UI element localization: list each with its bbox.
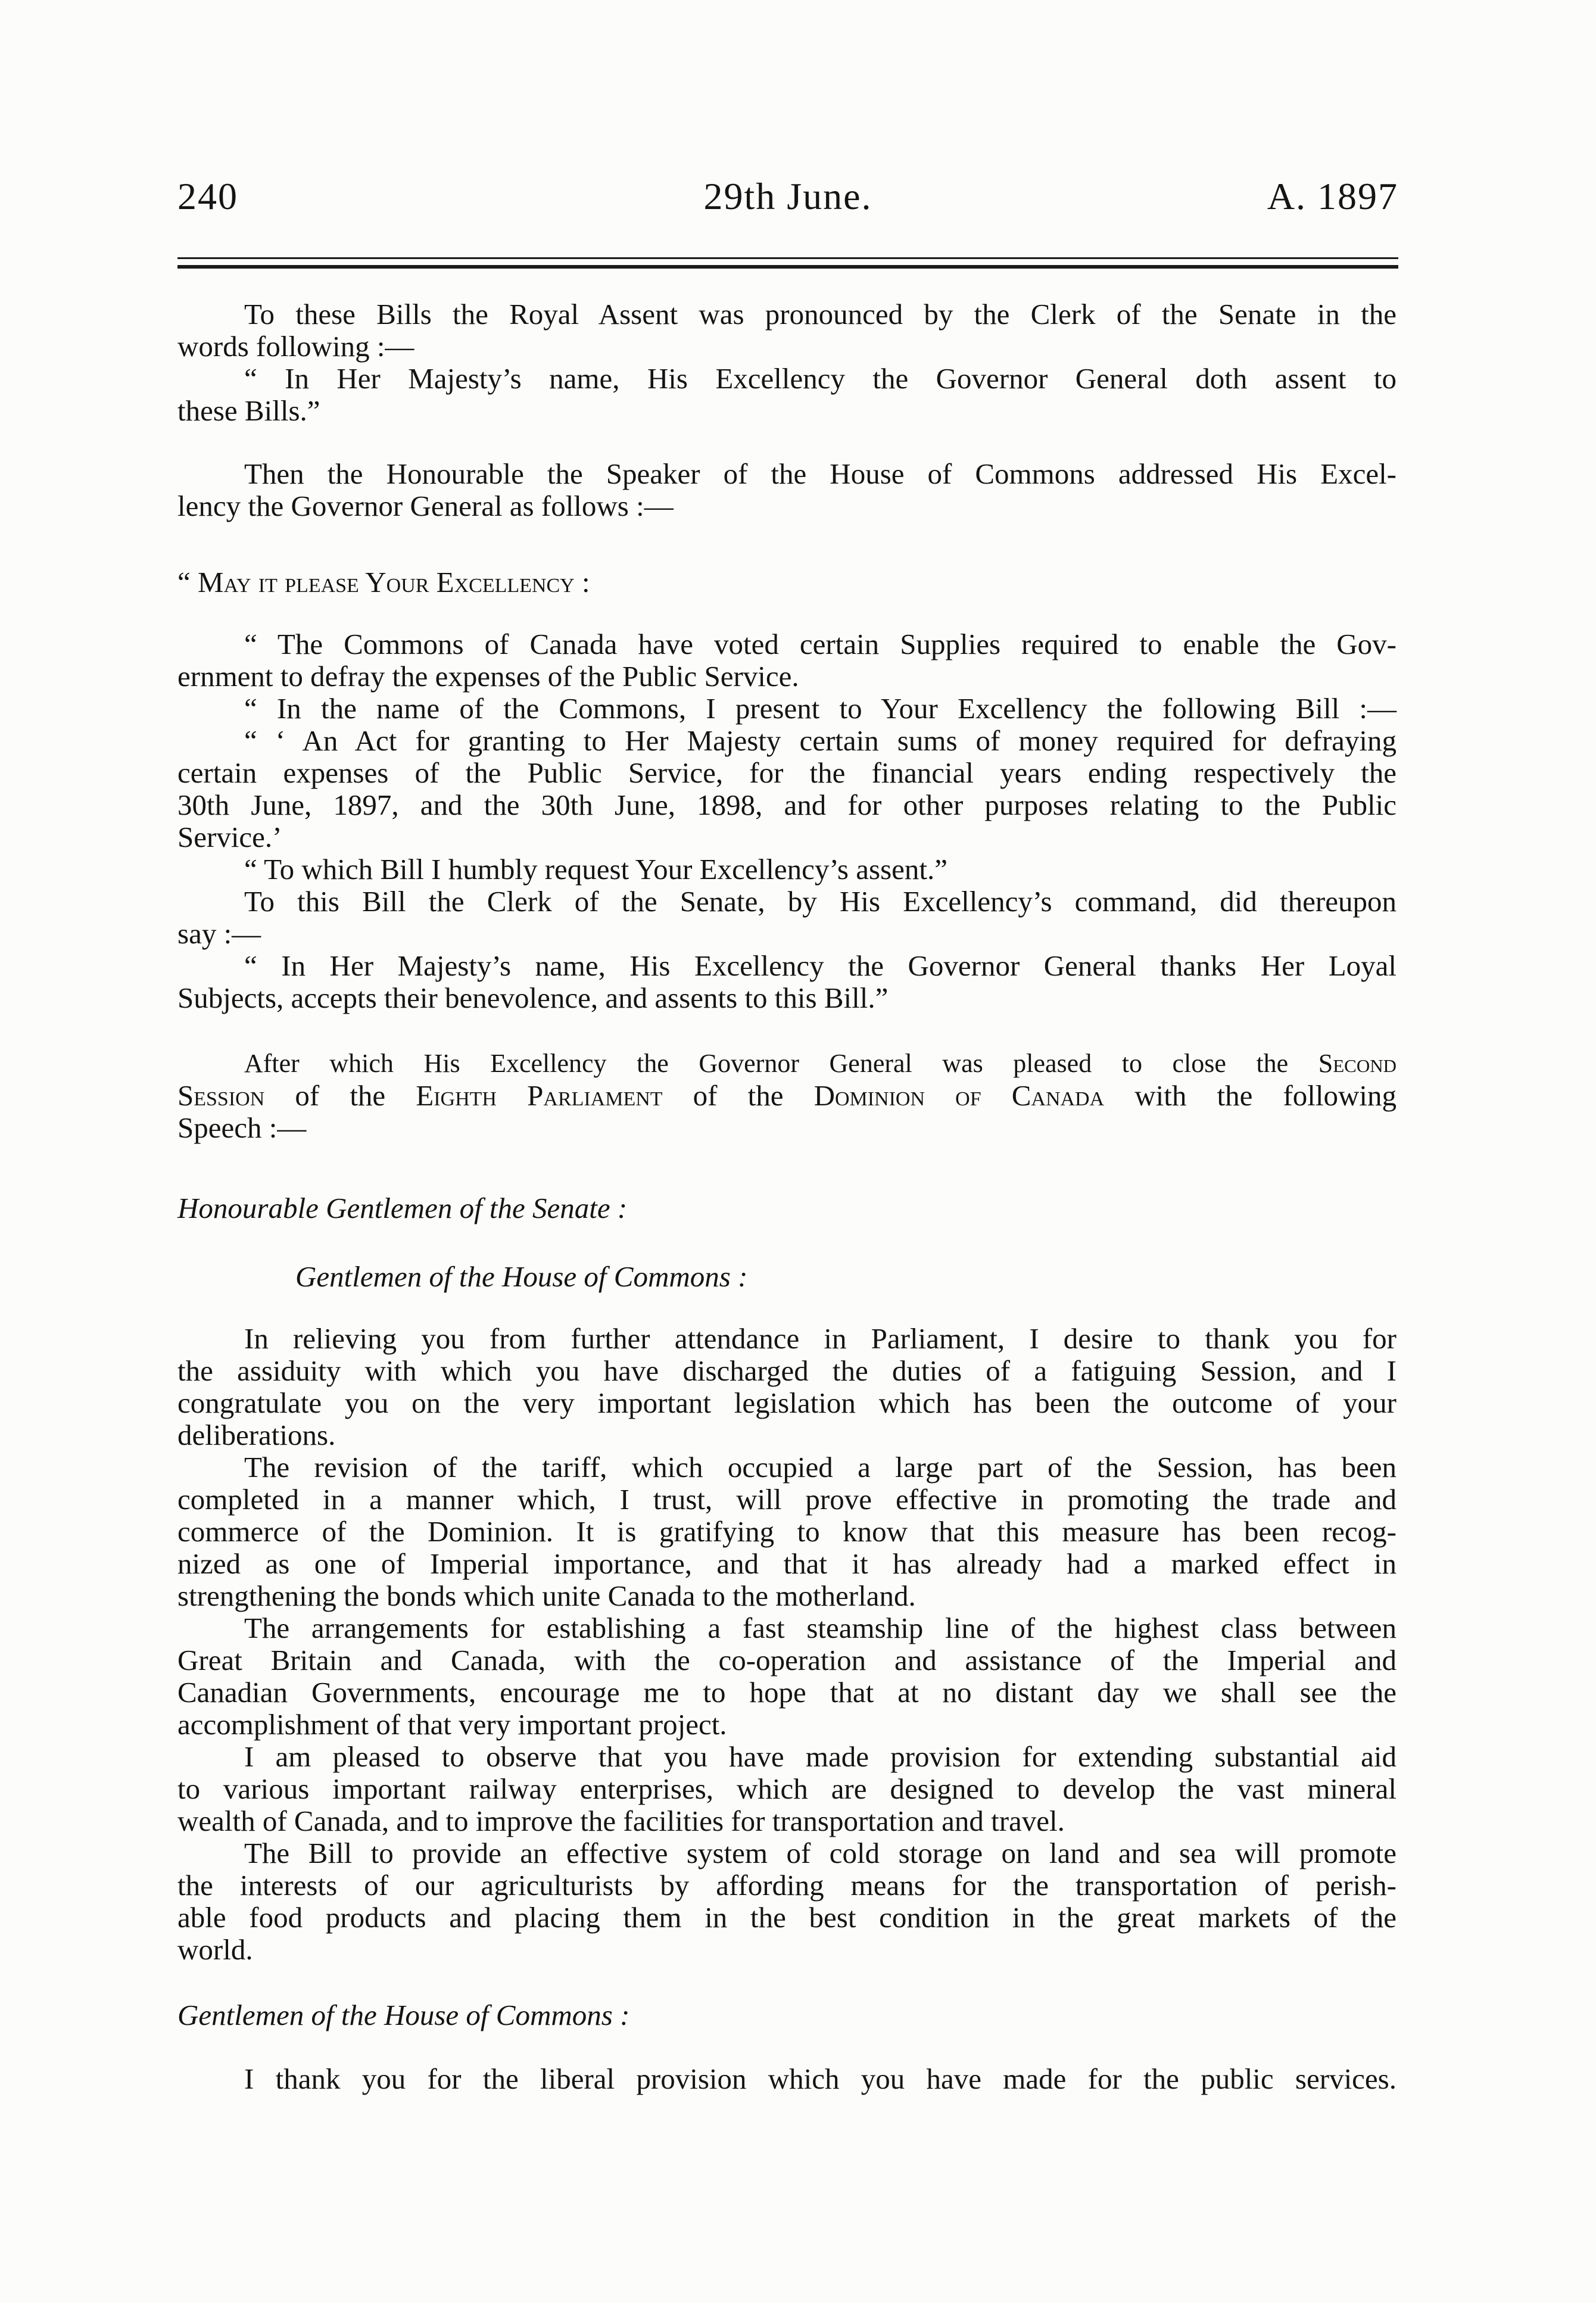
text-segment-caps: Second bbox=[1318, 1049, 1397, 1078]
text-line: completed in a manner which, I trust, will prove effective in promoting the trade and bbox=[177, 1483, 1396, 1516]
text-line: “ In Her Majesty’s name, His Excellency the Governor General doth assent to bbox=[244, 362, 1396, 395]
address-salutation bbox=[177, 566, 1396, 599]
text-line: Then the Honourable the Speaker of the House of Commons addressed His Excel- bbox=[244, 457, 1396, 490]
text-line: “ ‘ An Act for granting to Her Majesty certain sums of money required for defraying bbox=[244, 724, 1396, 757]
text-line: I thank you for the liberal provision which you have made for the public services. bbox=[244, 2062, 1396, 2095]
text-segment: with the following bbox=[1134, 1079, 1397, 1112]
speech-commons-salutation-2 bbox=[177, 1999, 1396, 2031]
text-line: say :— bbox=[177, 917, 261, 950]
running-head bbox=[177, 173, 1398, 220]
text-line: nized as one of Imperial importance, and that it has already had a marked effect in bbox=[177, 1547, 1396, 1580]
text-line: to various important railway enterprises, which are designed to develop the vast mineral bbox=[177, 1772, 1396, 1805]
speech-final-paragraph bbox=[177, 2063, 1396, 2095]
speech-commons-salutation bbox=[295, 1261, 1396, 1293]
text-line: The revision of the tariff, which occupied a large part of the Session, has been bbox=[244, 1451, 1396, 1484]
text-line: “ In Her Majesty’s name, His Excellency the Governor General thanks Her Loyal bbox=[244, 949, 1396, 982]
speaker-paragraph bbox=[177, 458, 1396, 522]
text-line: “ In the name of the Commons, I present to Your Excellency the following Bill :— bbox=[244, 692, 1396, 725]
text-line: wealth of Canada, and to improve the facilities for transportation and travel. bbox=[177, 1805, 1065, 1837]
text-line: To these Bills the Royal Assent was pronounced by the Clerk of the Senate in the bbox=[244, 298, 1396, 331]
text-line: Speech :— bbox=[177, 1111, 307, 1144]
closing-paragraph bbox=[177, 1048, 1396, 1144]
speech-body bbox=[177, 1323, 1396, 1966]
text-segment: of the bbox=[693, 1079, 784, 1112]
text-line: “ The Commons of Canada have voted certain Supplies required to enable the Gov- bbox=[244, 628, 1396, 660]
text-line: The Bill to provide an effective system of cold storage on land and sea will promote bbox=[244, 1837, 1396, 1869]
text-line: Canadian Governments, encourage me to hope that at no distant day we shall see the bbox=[177, 1676, 1396, 1709]
header-rule-thin bbox=[177, 257, 1398, 259]
text-line: the interests of our agriculturists by affording means for the transportation of perish- bbox=[177, 1869, 1396, 1902]
text-line: To this Bill the Clerk of the Senate, by His Excellency’s command, did thereupon bbox=[244, 885, 1396, 918]
text-line: “ To which Bill I humbly request Your Excellency’s assent.” bbox=[244, 853, 948, 886]
speech-senate-salutation bbox=[177, 1192, 1396, 1224]
text-segment-caps: Eighth Parliament bbox=[416, 1079, 663, 1112]
salutation-line: “ May it please Your Excellency : bbox=[177, 566, 590, 599]
text-line: Service.’ bbox=[177, 821, 282, 853]
text-line: certain expenses of the Public Service, for the financial years ending respectively the bbox=[177, 756, 1396, 789]
text-line bbox=[177, 1048, 1396, 1080]
text-line: congratulate you on the very important legislation which has been the outcome of your bbox=[177, 1386, 1396, 1419]
text-line: lency the Governor General as follows :— bbox=[177, 490, 674, 522]
text-line: world. bbox=[177, 1933, 253, 1966]
running-date: 29th June. bbox=[703, 175, 872, 217]
assent-paragraph bbox=[177, 298, 1396, 427]
text-line: strengthening the bonds which unite Canada to the motherland. bbox=[177, 1579, 916, 1612]
text-line: Subjects, accepts their benevolence, and assents to this Bill.” bbox=[177, 981, 889, 1014]
text-segment-caps: Dominion of Canada bbox=[813, 1079, 1105, 1112]
commons-address bbox=[177, 628, 1396, 1014]
text-line: I am pleased to observe that you have made provision for extending substantial aid bbox=[244, 1740, 1396, 1773]
text-line: the assiduity with which you have discharged the duties of a fatiguing Session, and I bbox=[177, 1354, 1396, 1387]
text-line: The arrangements for establishing a fast steamship line of the highest class between bbox=[244, 1612, 1396, 1644]
session-year: A. 1897 bbox=[1267, 175, 1398, 217]
text-segment: of the bbox=[295, 1079, 386, 1112]
text-line: ernment to defray the expenses of the Public Service. bbox=[177, 660, 799, 693]
text-line: these Bills.” bbox=[177, 394, 320, 427]
text-line: deliberations. bbox=[177, 1419, 336, 1451]
text-line: commerce of the Dominion. It is gratifying to know that this measure has been recog- bbox=[177, 1515, 1396, 1548]
text-line: words following :— bbox=[177, 330, 414, 363]
page-number: 240 bbox=[177, 175, 238, 217]
text-line: accomplishment of that very important project. bbox=[177, 1708, 727, 1741]
salutation-line: Gentlemen of the House of Commons : bbox=[295, 1260, 748, 1293]
text-line bbox=[177, 1080, 1396, 1112]
text-line: 30th June, 1897, and the 30th June, 1898, and for other purposes relating to the Public bbox=[177, 789, 1396, 821]
text-segment: After which His Excellency the Governor General was pleased to close the bbox=[244, 1049, 1289, 1078]
text-line: Great Britain and Canada, with the co-operation and assistance of the Imperial and bbox=[177, 1644, 1396, 1676]
text-segment-caps: Session bbox=[177, 1079, 265, 1112]
text-line: In relieving you from further attendance in Parliament, I desire to thank you for bbox=[244, 1322, 1396, 1355]
header-rule-thick bbox=[177, 265, 1398, 269]
text-line: able food products and placing them in the best condition in the great markets of the bbox=[177, 1901, 1396, 1934]
salutation-line: Gentlemen of the House of Commons : bbox=[177, 1999, 630, 2031]
salutation-line: Honourable Gentlemen of the Senate : bbox=[177, 1192, 628, 1224]
